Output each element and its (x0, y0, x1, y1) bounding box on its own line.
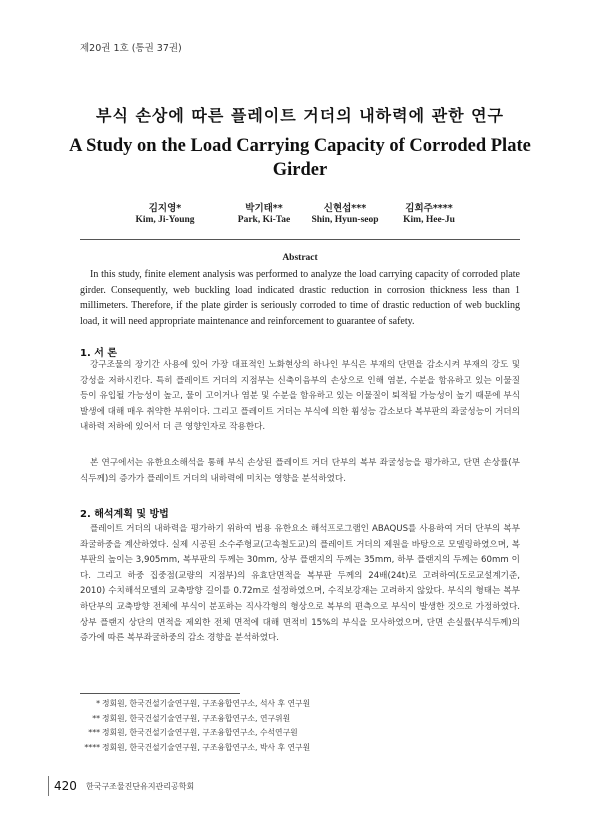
section-heading-methods: 2. 해석계획 및 방법 (80, 509, 169, 520)
footnote-mark: ** (92, 713, 100, 723)
author-korean-name: 박기태** (245, 203, 283, 214)
issue-header: 제20권 1호 (통권 37권) (80, 43, 182, 54)
author-english-name: Park, Ki-Tae (237, 215, 291, 225)
abstract-text: In this study, finite element analysis was performed to analyze the load carrying capacity of corroded plate girder. Consequently, web buckling load indicated drastic reduction in corrosion thickness less than 1 millimeters. Therefore, if the plate girder is seriously corroded to time of drastic reduction of web buckling load, it will need appropriate maintenance and reinforcement to guarantee of safety. (80, 269, 520, 327)
footnote-mark: **** (84, 742, 100, 752)
author-english-name: Kim, Hee-Ju (403, 215, 455, 225)
footnote (80, 712, 520, 727)
footnote (80, 741, 520, 756)
footnote-text: 정회원, 한국건설기술연구원, 구조융합연구소, 석사 후 연구원 (102, 699, 311, 708)
footnote-text: 정회원, 한국건설기술연구원, 구조융합연구소, 수석연구원 (102, 728, 298, 737)
paragraph: 플레이트 거더의 내하력을 평가하기 위하여 범용 유한요소 해석프로그램인 ABAQUS를 사용하여 거더 단부의 복부좌굴하중을 계산하였다. 실제 시공된 소수주형교(고속철도교)의 플레이트 거더의 제원을 바탕으로 모델링하였으며, 복부판의 높이는 3,905mm, 복부판의 두께는 30mm, 상부 플랜지의 두께는 35mm, 하부 플랜지의 두께는 60mm 이다. 그리고 하중 집중점(교량의 지점부)의 유효단면적을 복부판 두께의 24배(24t)로 고려하여(도로교설계기준, 2010) 수치해석모델의 교축방향 길이를 0.72m로 설정하였으며, 수직보강재는 고려하지 않았다. 부식의 형태는 복부 하단부의 교축방향 전체에 부식이 분포하는 직사각형의 형상으로 복부의 편측으로 부식이 발생한 것으로 가정하였다. 상부 플랜지 상단의 면적을 제외한 전체 면적에 대해 면적비 15%의 부식을 모사하였으며, 단면 손실률(부식두께)의 증가에 따른 복부좌굴하중의 감소 경향을 분석하였다. (80, 524, 520, 644)
author-korean-name: 신현섭*** (323, 203, 367, 214)
title-english: A Study on the Load Carrying Capacity of Corroded Plate Girder (69, 136, 531, 180)
author-english-name: Shin, Hyun-seop (311, 215, 379, 225)
footnote (80, 726, 520, 741)
author-english-name: Kim, Ji-Young (135, 215, 195, 225)
abstract-divider (80, 239, 520, 240)
footnote-mark: *** (88, 728, 100, 737)
abstract-heading: Abstract (282, 253, 318, 263)
footnote-text: 정회원, 한국건설기술연구원, 구조융합연구소, 박사 후 연구원 (102, 742, 311, 752)
journal-name: 한국구조물진단유지관리공학회 (86, 782, 195, 791)
footnote (80, 697, 520, 712)
author (374, 200, 484, 225)
footnote-text: 정회원, 한국건설기술연구원, 구조융합연구소, 연구위원 (102, 713, 291, 723)
page-number: 420 (54, 779, 77, 793)
title-korean: 부식 손상에 따른 플레이트 거더의 내하력에 관한 연구 (95, 106, 505, 125)
footnote-divider (80, 693, 240, 694)
author (110, 200, 220, 225)
paragraph: 강구조물의 장기간 사용에 있어 가장 대표적인 노화현상의 하나인 부식은 부재의 단면을 감소시켜 부재의 강도 및 강성을 저하시킨다. 특히 플레이트 거더의 지점부는 신축이음부의 손상으로 인해 염분, 수분을 함유하고 있는 이물질 등이 유입될 가능성이 높고, 물이 고이거나 염분 및 수분을 함유하고 있는 이물질이 퇴적될 가능성이 높기 때문에 부식 발생에 대해 매우 취약한 부위이다. 그리고 플레이트 거더는 부식에 의한 휨성능 감소보다 복부판의 좌굴성능이 거더의 내하력 저하에 있어서 더 큰 영향인자로 작용한다. (80, 360, 520, 433)
author-korean-name: 김지영* (148, 203, 182, 214)
section-heading-introduction: 1. 서 론 (80, 348, 118, 359)
paragraph: 본 연구에서는 유한요소해석을 통해 부식 손상된 플레이트 거더 단부의 복부 좌굴성능을 평가하고, 단면 손상률(부식두께)의 증가가 플레이트 거더의 내하력에 미치는 영향을 분석하였다. (80, 458, 520, 484)
footnotes (80, 697, 520, 755)
footer-divider (48, 776, 49, 796)
footnote-mark: * (96, 699, 100, 708)
author-korean-name: 김희주**** (405, 203, 453, 214)
